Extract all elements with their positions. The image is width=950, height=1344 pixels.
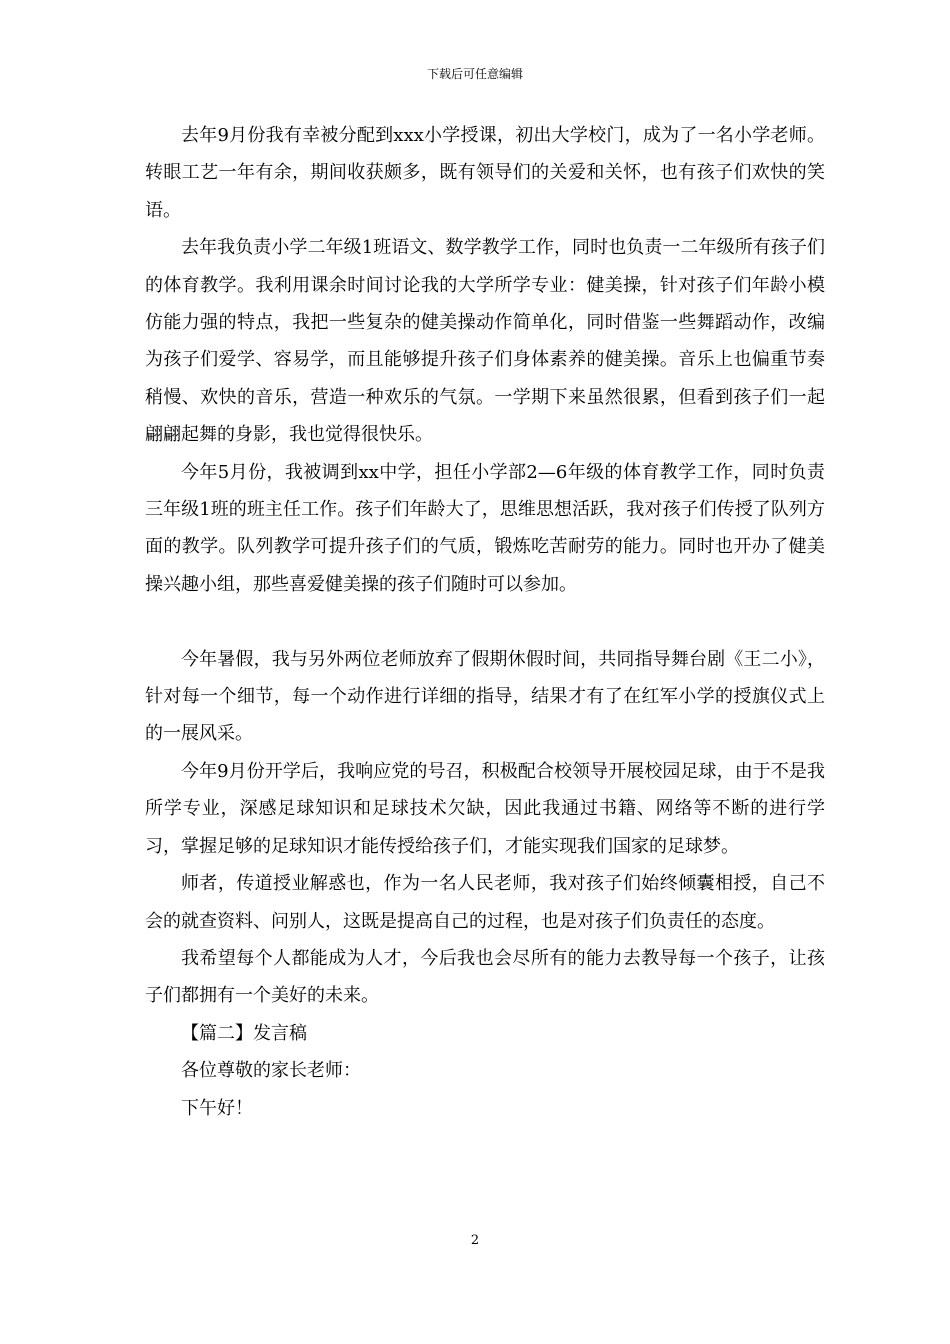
salutation: 各位尊敬的家长老师： <box>181 1060 361 1082</box>
paragraph-4: 今年暑假，我与另外两位老师放弃了假期休假时间，共同指导舞台剧《王二小》，针对每一个细节，每一个动作进行详细的指导，结果才有了在红军小学的授旗仪式上的一展风采。 <box>145 648 825 745</box>
paragraph-2: 去年我负责小学二年级1班语文、数学教学工作，同时也负责一二年级所有孩子们的体育教学。我利用课余时间讨论我的大学所学专业：健美操，针对孩子们年龄小模仿能力强的特点，我把一些复杂的健美操动作简单化，同时借鉴一些舞蹈动作，改编为孩子们爱学、容易学，而且能够提升孩子们身体素养的健美操。音乐上也偏重节奏稍慢、欢快的音乐，营造一种欢乐的气氛。一学期下来虽然很累，但看到孩子们一起翩翩起舞的身影，我也觉得很快乐。 <box>145 237 825 446</box>
paragraph-7: 我希望每个人都能成为人才，今后我也会尽所有的能力去教导每一个孩子，让孩子们都拥有一个美好的未来。 <box>145 947 825 1007</box>
paragraph-3: 今年5月份，我被调到xx中学，担任小学部2—6年级的体育教学工作，同时负责三年级1班的班主任工作。孩子们年龄大了，思维思想活跃，我对孩子们传授了队列方面的教学。队列教学可提升孩子们的气质，锻炼吃苦耐劳的能力。同时也开办了健美操兴趣小组，那些喜爱健美操的孩子们随时可以参加。 <box>145 461 825 595</box>
section-heading: 【篇二】发言稿 <box>181 1022 307 1044</box>
page-number: 2 <box>470 1233 480 1248</box>
page-header: 下载后可任意编辑 <box>426 67 523 81</box>
paragraph-6: 师者，传道授业解惑也，作为一名人民老师，我对孩子们始终倾囊相授，自己不会的就查资料、问别人，这既是提高自己的过程，也是对孩子们负责任的态度。 <box>145 873 825 932</box>
paragraph-5: 今年9月份开学后，我响应党的号召，积极配合校领导开展校园足球，由于不是我所学专业，深感足球知识和足球技术欠缺，因此我通过书籍、网络等不断的进行学习，掌握足够的足球知识才能传授给孩子们，才能实现我们国家的足球梦。 <box>145 760 825 857</box>
document-body <box>145 117 825 1127</box>
greeting: 下午好！ <box>181 1097 253 1119</box>
paragraph-1: 去年9月份我有幸被分配到xxx小学授课，初出大学校门，成为了一名小学老师。转眼工艺一年有余，期间收获颇多，既有领导们的关爱和关怀，也有孩子们欢快的笑语。 <box>145 125 825 221</box>
